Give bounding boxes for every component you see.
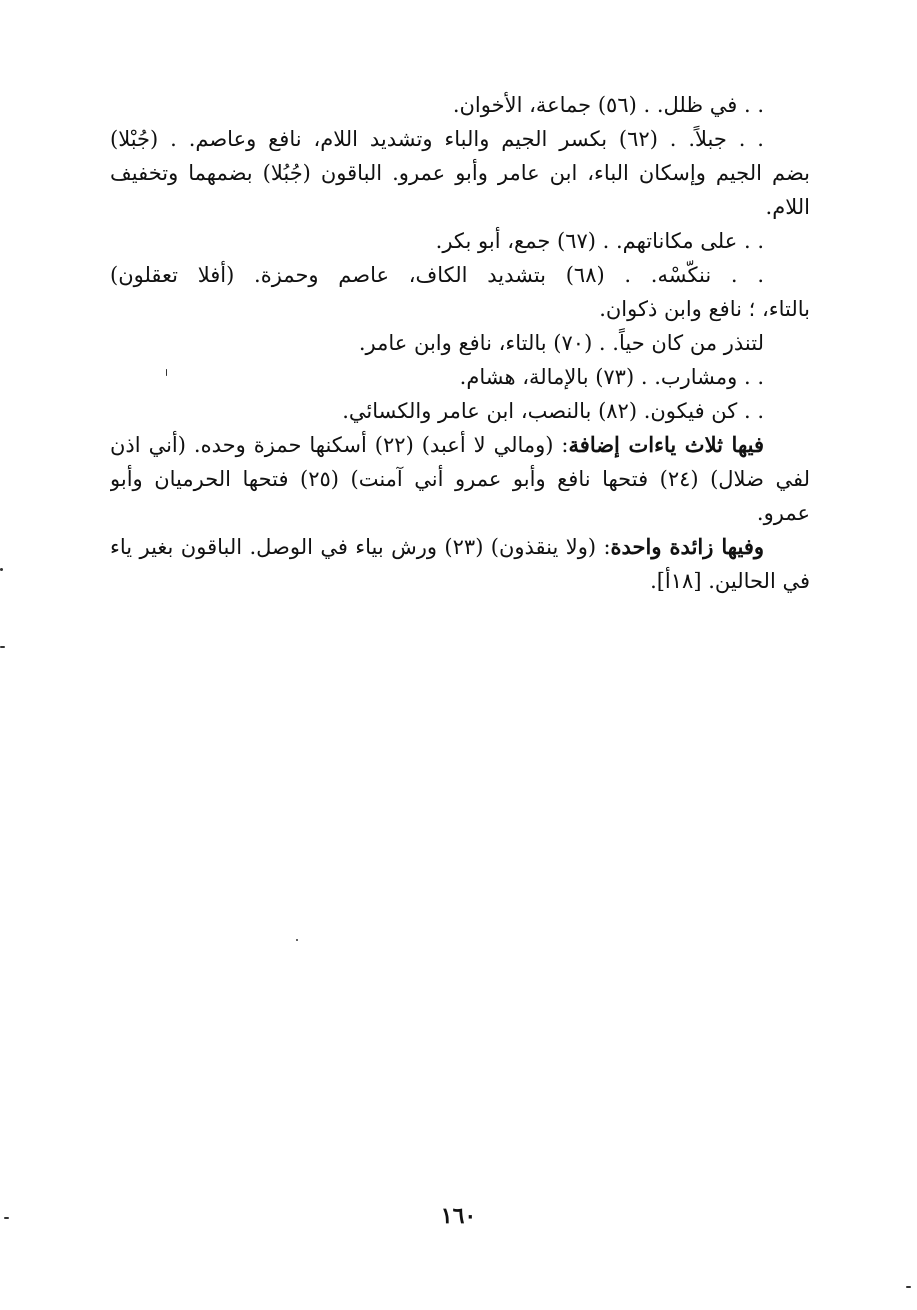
text-line: بالتاء، ؛ نافع وابن ذكوان. — [599, 297, 810, 321]
scan-speck — [0, 646, 5, 648]
section-heading: وفيها زائدة واحدة — [610, 534, 765, 559]
section-heading: فيها ثلاث ياءات إضافة — [568, 432, 765, 457]
section-text: : (ومالي لا أعبد) (٢٢) أسكنها حمزة وحده. (أني اذن — [110, 433, 569, 457]
section-text: : (ولا ينقذون) (٢٣) ورش بياء في الوصل. الباقون بغير ياء — [110, 535, 611, 559]
text-line: . . ننكّسْه. . (٦٨) بتشديد الكاف، عاصم وحمزة. (أفلا تعقلون) — [110, 263, 764, 287]
text-line: في الحالين. [١٨أ]. — [650, 569, 810, 593]
scan-speck — [166, 369, 167, 376]
scan-speck — [296, 939, 298, 941]
scan-speck — [906, 1286, 911, 1288]
text-line: . . كن فيكون. (٨٢) بالنصب، ابن عامر والكسائي. — [342, 399, 764, 423]
page-body — [110, 88, 810, 598]
text-line: . . في ظلل. . (٥٦) جماعة، الأخوان. — [452, 93, 764, 117]
text-line — [110, 530, 810, 564]
scan-speck — [4, 1217, 9, 1219]
text-line: . . على مكاناتهم. . (٦٧) جمع، أبو بكر. — [435, 229, 764, 253]
scan-speck — [0, 568, 3, 571]
text-line: بضم الجيم وإسكان الباء، ابن عامر وأبو عمرو. الباقون (جُبُلا) بضمهما وتخفيف — [110, 161, 810, 185]
page-number: ١٦٠ — [440, 1203, 477, 1229]
text-line: . . جبلاً. . (٦٢) بكسر الجيم والباء وتشديد اللام، نافع وعاصم. . (جُبْلا) — [110, 127, 764, 151]
text-line: عمرو. — [756, 501, 810, 525]
text-line: اللام. — [765, 195, 810, 219]
text-line: لفي ضلال) (٢٤) فتحها نافع وأبو عمرو أني آمنت) (٢٥) فتحها الحرميان وأبو — [110, 467, 810, 491]
text-line: لتنذر من كان حياً. . (٧٠) بالتاء، نافع وابن عامر. — [358, 331, 764, 355]
text-line — [110, 428, 810, 462]
text-line: . . ومشارب. . (٧٣) بالإمالة، هشام. — [459, 365, 764, 389]
